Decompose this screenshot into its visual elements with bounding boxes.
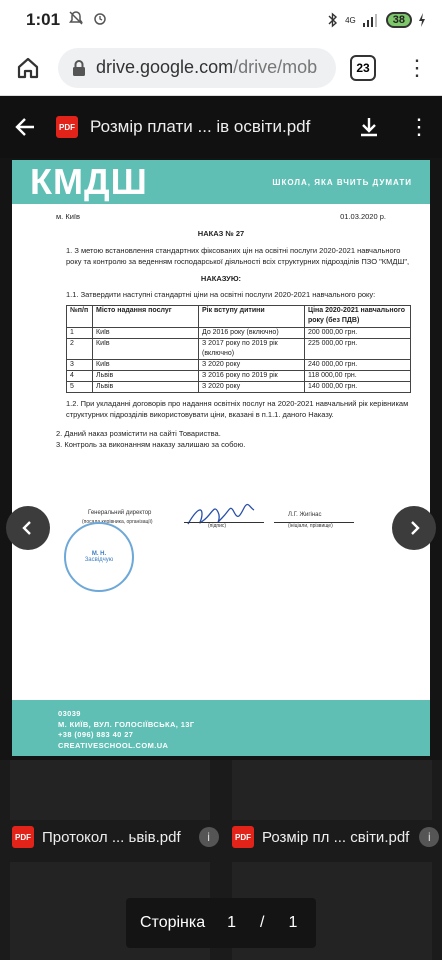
back-arrow-icon — [14, 116, 36, 138]
network-label: 4G — [345, 15, 356, 25]
download-button[interactable] — [354, 112, 384, 142]
footer-line: М. КИЇВ, ВУЛ. ГОЛОСІЇВСЬКА, 13Г — [58, 719, 195, 729]
download-icon — [358, 116, 380, 138]
letterhead — [12, 160, 430, 204]
url-field[interactable] — [58, 48, 336, 88]
document-title: Розмір плати ... ів освіти.pdf — [90, 117, 311, 136]
doc-item-3: 3. Контроль за виконанням наказу залишаю за собою. — [56, 440, 246, 449]
browser-menu-icon[interactable]: ⋮ — [406, 54, 428, 80]
table-row — [67, 359, 411, 370]
signatory-position: Генеральний директор — [88, 510, 152, 516]
next-file-button[interactable] — [392, 506, 436, 550]
url-host: drive.google.com — [96, 57, 234, 77]
doc-item-2: 2. Даний наказ розмістити на сайті Товариства. — [56, 429, 221, 439]
table-row — [67, 327, 411, 338]
stamp-text: М. Н. — [91, 551, 107, 557]
table-cell: 225 000,00 грн. — [305, 338, 411, 359]
table-cell: Львів — [93, 382, 199, 393]
home-button[interactable] — [10, 50, 46, 86]
footer-line: 03039 — [58, 709, 81, 718]
table-cell: 200 000,00 грн. — [305, 327, 411, 338]
company-logo: КМДШ — [30, 161, 148, 202]
table-cell: 140 000,00 грн. — [305, 382, 411, 393]
file-item[interactable] — [232, 826, 439, 848]
pdf-viewer-toolbar — [0, 96, 442, 158]
table-header-cell: Місто надання послуг — [93, 306, 199, 327]
table-row — [67, 371, 411, 382]
footer-line: +38 (096) 883 40 27 — [58, 730, 134, 739]
pdf-file-icon: PDF — [12, 826, 34, 848]
bluetooth-icon — [327, 12, 339, 28]
pdf-file-icon: PDF — [232, 826, 254, 848]
chevron-right-icon — [406, 520, 422, 536]
table-cell: 4 — [67, 371, 93, 382]
price-table — [66, 305, 411, 393]
signatory-name: Л.Г. Жигінас — [288, 512, 322, 518]
browser-toolbar — [0, 40, 442, 96]
doc-date: 01.03.2020 р. — [340, 212, 386, 221]
document-body — [12, 204, 430, 451]
status-bar — [0, 0, 442, 40]
viewer-menu-icon[interactable]: ⋮ — [408, 114, 430, 139]
order-title: НАКАЗ № 27 — [197, 228, 245, 238]
table-cell: Київ — [93, 327, 199, 338]
doc-item-1-1: 1.1. Затвердити наступні стандартні ціни на освітні послуги 2020-2021 навчального року: — [66, 290, 376, 300]
table-row — [67, 338, 411, 359]
lock-icon — [72, 60, 86, 76]
mute-icon — [68, 10, 84, 26]
file-item[interactable] — [12, 826, 219, 848]
status-time: 1:01 — [26, 10, 61, 29]
signature-note: (підпис) — [208, 523, 227, 529]
table-cell: Львів — [93, 371, 199, 382]
charging-icon — [418, 13, 426, 27]
page-total: 1 — [288, 914, 298, 931]
status-right — [327, 12, 426, 28]
doc-city: м. Київ — [56, 212, 80, 221]
file-thumbnail — [232, 760, 432, 820]
info-icon[interactable]: i — [199, 827, 219, 847]
page-label: Сторінка — [140, 914, 206, 931]
chevron-left-icon — [20, 520, 36, 536]
table-header-cell: №п/п — [67, 306, 93, 327]
tab-switcher-button[interactable]: 23 — [350, 55, 376, 81]
back-button[interactable] — [0, 102, 50, 152]
page-indicator — [126, 898, 316, 948]
table-header-row — [67, 306, 411, 327]
table-cell: З 2020 року — [199, 382, 305, 393]
battery-indicator: 38 — [386, 12, 412, 28]
info-icon[interactable]: i — [419, 827, 439, 847]
table-header-cell: Ціна 2020-2021 навчального року (без ПДВ) — [305, 306, 411, 327]
file-name: Протокол ... ьвів.pdf — [42, 828, 181, 846]
doc-para-1: 1. З метою встановлення стандартних фіксованих цін на освітні послуги 2020-2021 навчального року та контролю за веденням господарської діяльності всіх структурних підрозділів ПЗО "КМДШ", — [66, 245, 410, 266]
alarm-icon — [92, 10, 108, 26]
table-cell: З 2017 року по 2019 рік (включно) — [199, 338, 305, 359]
table-cell: З 2016 року по 2019 рік — [199, 371, 305, 382]
table-cell: 240 000,00 грн. — [305, 359, 411, 370]
previous-file-button[interactable] — [6, 506, 50, 550]
stamp-subtext: Засвідчую — [84, 557, 114, 563]
file-name: Розмір пл ... світи.pdf — [262, 828, 410, 846]
table-cell: Київ — [93, 338, 199, 359]
home-icon — [16, 56, 40, 80]
company-stamp — [64, 522, 134, 592]
url-path: /drive/mob — [233, 57, 318, 77]
signatory-name-note: (ініціали, прізвище) — [288, 523, 333, 529]
pdf-page — [12, 160, 430, 756]
table-header-cell: Рік вступу дитини — [199, 306, 305, 327]
file-thumbnail — [10, 760, 210, 820]
table-cell: До 2016 року (включно) — [199, 327, 305, 338]
table-row — [67, 382, 411, 393]
table-cell: З 2020 року — [199, 359, 305, 370]
table-cell: Київ — [93, 359, 199, 370]
pdf-file-icon: PDF — [56, 116, 78, 138]
table-cell: 5 — [67, 382, 93, 393]
order-word: НАКАЗУЮ: — [200, 273, 242, 283]
table-cell: 1 — [67, 327, 93, 338]
signal-icon — [362, 13, 380, 27]
table-cell: 2 — [67, 338, 93, 359]
signatory-position-note: (посада керівника, організації) — [82, 519, 153, 525]
table-cell: 118 000,00 грн. — [305, 371, 411, 382]
footer-line: CREATIVESCHOOL.COM.UA — [58, 740, 169, 750]
doc-item-1-2: 1.2. При укладанні договорів про надання освітніх послуг на 2020-2021 навчальний рік керівникам структурних підрозділів використовувати ціни, вказані в п.1.1. даного Наказу. — [66, 399, 409, 420]
table-cell: 3 — [67, 359, 93, 370]
page-current: 1 — [227, 914, 237, 931]
company-tagline: ШКОЛА, ЯКА ВЧИТЬ ДУМАТИ — [272, 177, 412, 187]
page-separator: / — [260, 914, 265, 931]
letterhead-footer — [12, 700, 430, 756]
notification-icons — [68, 10, 108, 30]
